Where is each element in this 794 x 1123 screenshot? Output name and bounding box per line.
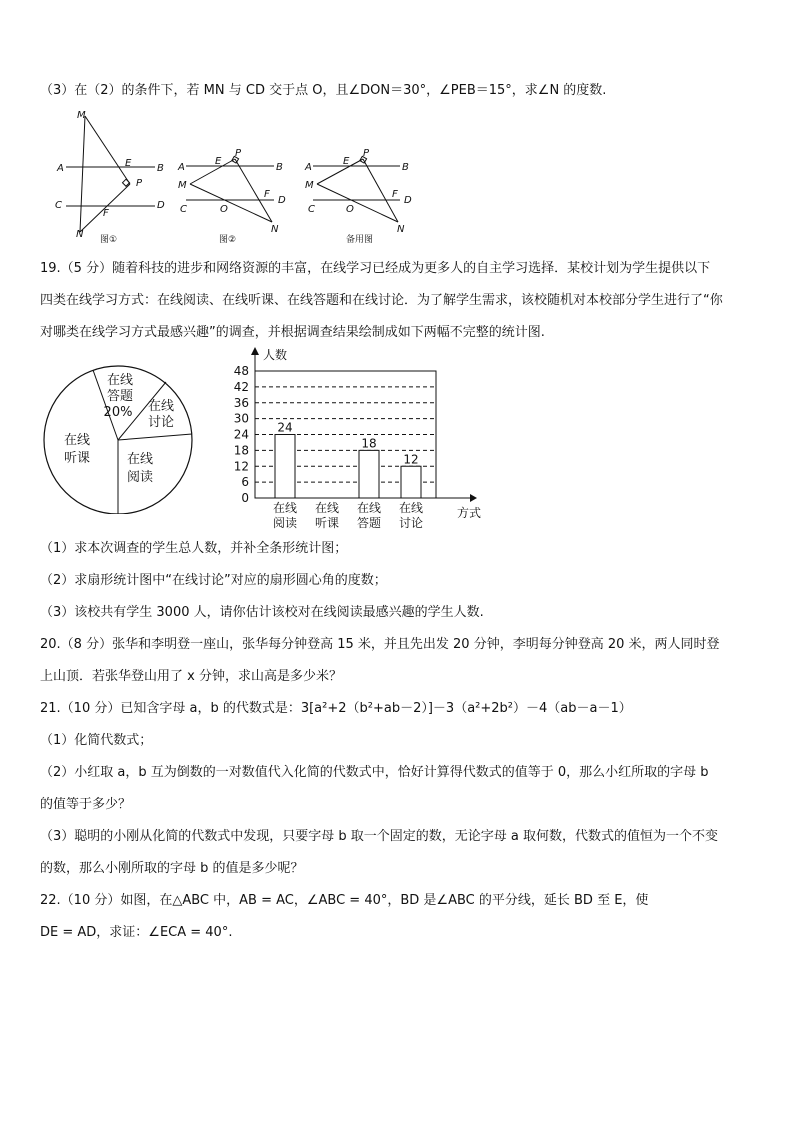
- fig3-label-F: F: [392, 189, 398, 200]
- figure-3: [313, 156, 400, 222]
- q18-part3-text: （3）在（2）的条件下，若 MN 与 CD 交于点 O，且∠DON＝30°，∠PEB＝15°，求∠N 的度数.: [40, 83, 607, 98]
- q19-sub2: （2）求扇形统计图中“在线讨论”对应的扇形圆心角的度数；: [40, 573, 387, 588]
- bar: [401, 466, 421, 498]
- q20-line2: 上山顶．若张华登山用了 x 分钟，求山高是多少米？: [40, 669, 342, 684]
- fig1-label-N: N: [76, 229, 84, 240]
- bar-value-label: 12: [403, 452, 419, 467]
- fig2-label-A: A: [178, 162, 185, 173]
- pie-slice-discuss-l1: 在线: [147, 399, 175, 414]
- y-tick-label: 48: [233, 364, 249, 378]
- q19-sub3: （3）该校共有学生 3000 人，请你估计该校对在线阅读最感兴趣的学生人数.: [40, 605, 484, 620]
- y-axis-label: 人数: [263, 348, 288, 362]
- fig3-label-P: P: [363, 148, 370, 159]
- q21-sub3-line2: 的数，那么小刚所取的字母 b 的值是多少呢？: [40, 861, 304, 876]
- fig1-label-P: P: [136, 178, 143, 189]
- y-tick-label: 0: [241, 491, 249, 505]
- pie-slice-listen-l1: 在线: [63, 433, 91, 448]
- bar-value-label: 24: [277, 420, 293, 435]
- y-tick-label: 30: [233, 411, 249, 426]
- fig3-label-D: D: [404, 195, 412, 206]
- y-tick-label: 42: [233, 379, 249, 394]
- fig1-label-B: B: [157, 163, 164, 174]
- y-axis-arrow: [251, 347, 259, 355]
- y-tick-label: 12: [233, 459, 249, 474]
- pie-slice-read-l1: 在线: [126, 452, 154, 467]
- x-axis-label: 方式: [457, 506, 482, 520]
- x-axis-arrow: [470, 494, 477, 502]
- x-tick-label: 听课: [314, 516, 340, 530]
- fig2-label-C: C: [180, 204, 187, 215]
- q19-line1: 19.（5 分）随着科技的进步和网络资源的丰富，在线学习已经成为更多人的自主学习选择．某校计划为学生提供以下: [40, 261, 711, 276]
- fig2-label-O: O: [220, 204, 228, 215]
- fig3-label-A: A: [305, 162, 312, 173]
- fig3-label-O: O: [346, 204, 354, 215]
- pie-slice-answer-l1: 在线: [106, 373, 134, 388]
- bar: [359, 450, 379, 498]
- x-tick-label: 在线: [398, 501, 424, 515]
- pie-slice-discuss-l2: 讨论: [147, 415, 175, 430]
- pie-slice-answer-pct: 20%: [103, 405, 133, 420]
- figure-2: [186, 156, 274, 222]
- x-tick-label: 答题: [356, 516, 382, 530]
- fig1-label-D: D: [157, 200, 165, 211]
- fig2-label-E: E: [215, 156, 222, 167]
- figure-3-labels: [304, 148, 412, 235]
- fig1-caption: 图①: [100, 235, 118, 245]
- fig3-label-B: B: [402, 162, 409, 173]
- x-tick-label: 阅读: [272, 516, 298, 530]
- fig3-caption: 备用图: [346, 235, 374, 245]
- y-tick-label: 24: [233, 427, 249, 442]
- y-tick-label: 18: [233, 443, 249, 458]
- q21-line1: 21.（10 分）已知含字母 a，b 的代数式是：3[a²+2（b²+ab－2）]－3（a²+2b²）－4（ab－a－1）: [40, 701, 632, 716]
- fig2-label-M: M: [178, 180, 187, 191]
- q19-line3: 对哪类在线学习方式最感兴趣”的调查，并根据调查结果绘制成如下两幅不完整的统计图.: [40, 325, 545, 340]
- pie-divider-3: [118, 434, 192, 440]
- bar-value-label: 18: [361, 436, 377, 451]
- fig3-label-E: E: [343, 156, 350, 167]
- x-tick-label: 讨论: [398, 516, 424, 530]
- pie-slice-listen-l2: 听课: [63, 451, 91, 466]
- fig2-label-P: P: [235, 148, 242, 159]
- fig2-label-F: F: [264, 189, 270, 200]
- q19-line2: 四类在线学习方式：在线阅读、在线听课、在线答题和在线讨论．为了解学生需求，该校随机对本校部分学生进行了“你: [40, 293, 723, 308]
- q21-sub1: （1）化简代数式；: [40, 733, 153, 748]
- fig3-label-C: C: [308, 204, 315, 215]
- fig2-label-D: D: [278, 195, 286, 206]
- fig1-label-M: M: [77, 110, 86, 121]
- q20-line1: 20.（8 分）张华和李明登一座山，张华每分钟登高 15 米，并且先出发 20 分钟，李明每分钟登高 20 米，两人同时登: [40, 637, 720, 652]
- fig3-label-M: M: [305, 180, 314, 191]
- x-tick-label: 在线: [314, 501, 340, 515]
- pie-chart: [40, 362, 200, 514]
- x-tick-label: 在线: [272, 501, 298, 515]
- fig1-label-A: A: [57, 163, 64, 174]
- fig3-label-N: N: [397, 224, 405, 235]
- bar-chart: [225, 345, 495, 535]
- figure-1: [66, 116, 155, 232]
- pie-slice-read-l2: 阅读: [126, 470, 154, 485]
- bar: [275, 435, 295, 499]
- q22-line2: DE = AD，求证：∠ECA = 40°.: [40, 925, 233, 940]
- fig2-caption: 图②: [219, 235, 237, 245]
- x-tick-label: 在线: [356, 501, 382, 515]
- q21-sub2-line1: （2）小红取 a，b 互为倒数的一对数值代入化简的代数式中，恰好计算得代数式的值等于 0，那么小红所取的字母 b: [40, 765, 709, 780]
- q21-sub2-line2: 的值等于多少？: [40, 797, 132, 812]
- fig1-label-E: E: [125, 158, 132, 169]
- fig1-label-F: F: [103, 208, 109, 219]
- figure-1-labels: [55, 110, 165, 240]
- y-tick-label: 36: [233, 395, 249, 410]
- q22-line1: 22.（10 分）如图，在△ABC 中，AB = AC，∠ABC = 40°，BD 是∠ABC 的平分线，延长 BD 至 E，使: [40, 893, 649, 908]
- geometry-figures: [40, 104, 440, 249]
- q21-sub3-line1: （3）聪明的小刚从化简的代数式中发现，只要字母 b 取一个固定的数，无论字母 a 取何数，代数式的值恒为一个不变: [40, 829, 719, 844]
- fig2-label-N: N: [271, 224, 279, 235]
- fig1-label-C: C: [55, 200, 62, 211]
- pie-slice-answer-l2: 答题: [106, 389, 134, 404]
- q19-sub1: （1）求本次调查的学生总人数，并补全条形统计图；: [40, 541, 348, 556]
- y-tick-label: 6: [241, 475, 249, 490]
- fig2-label-B: B: [276, 162, 283, 173]
